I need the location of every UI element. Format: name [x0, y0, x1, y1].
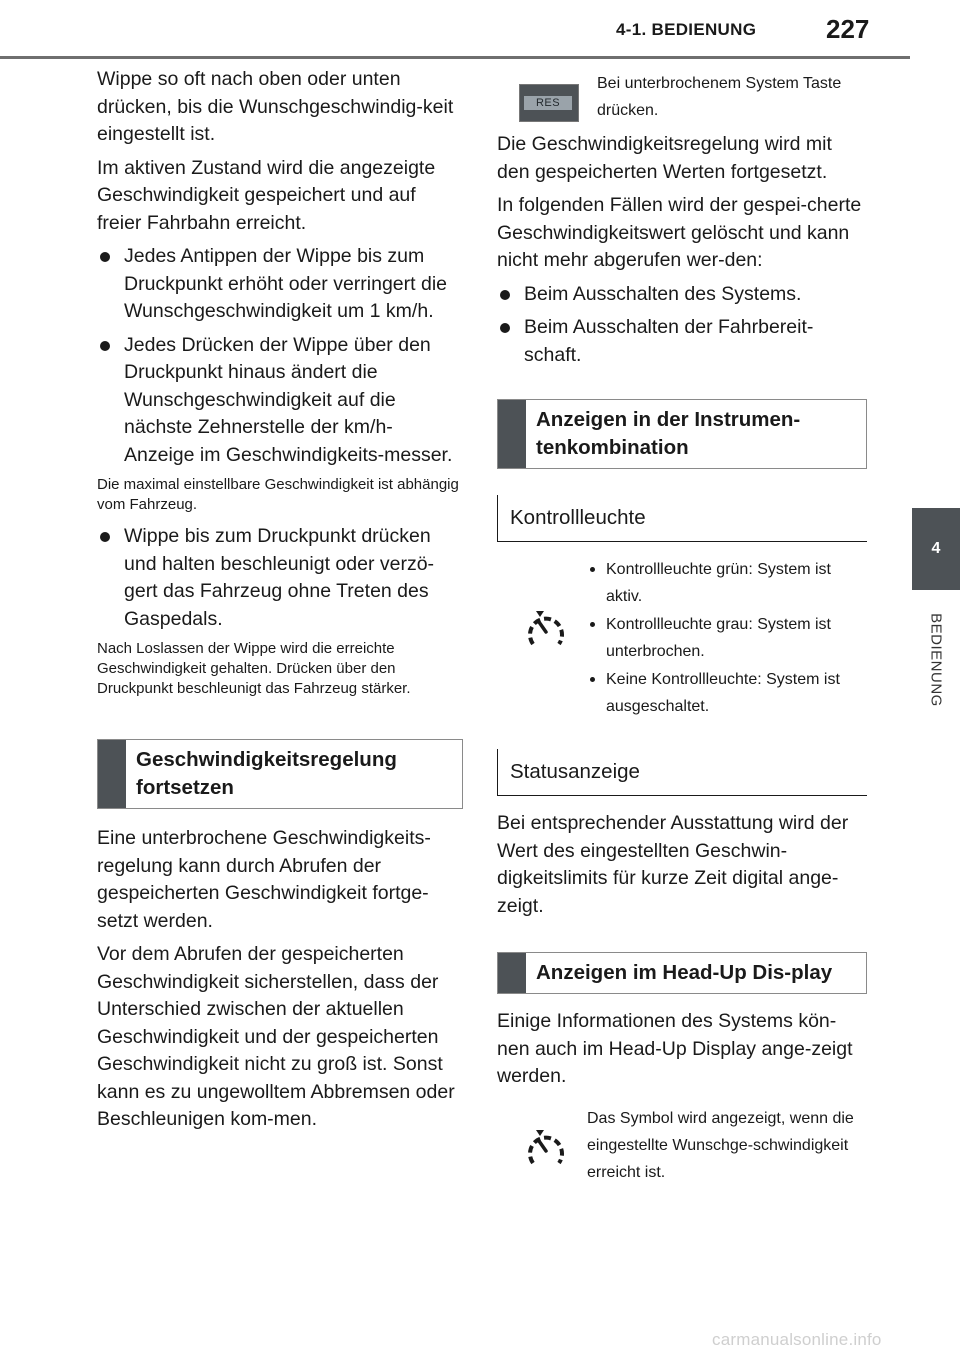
paragraph: Bei entsprechender Ausstattung wird der Wert des eingestellten Geschwin-digkeitslimits für kurze Zeit digital ange-zeigt.	[497, 812, 849, 917]
list-item: Jedes Drücken der Wippe über den Druckpunkt hinaus ändert die Wunschgeschwindigkeit auf die nächste Zehnerstelle der km/h-Anzeige im Geschwindigkeits-messer.	[97, 332, 463, 470]
speedometer-icon	[525, 608, 567, 652]
section-title: 4-1. BEDIENUNG	[616, 20, 757, 39]
note: Die maximal einstellbare Geschwindigkeit ist abhängig vom Fahrzeug.	[97, 476, 459, 513]
section-heading: Anzeigen im Head-Up Dis-play	[497, 952, 867, 994]
paragraph: Wippe so oft nach oben oder unten drücken, bis die Wunschgeschwindig-keit eingestellt ist.	[97, 68, 454, 145]
section-heading: Geschwindigkeitsregelung fortsetzen	[97, 739, 463, 809]
right-column	[497, 131, 867, 1186]
list-item: Kontrollleuchte grau: System ist unterbrochen.	[587, 611, 867, 665]
note: Nach Loslassen der Wippe wird die erreichte Geschwindigkeit gehalten. Drücken über den Druckpunkt beschleunigt das Fahrzeug stärker.	[97, 640, 411, 697]
paragraph: Die Geschwindigkeitsregelung wird mit den gespeicherten Werten fortgesetzt.	[497, 133, 832, 183]
indicator-list	[587, 556, 867, 720]
list-item: Kontrollleuchte grün: System ist aktiv.	[587, 556, 867, 610]
list-item: Keine Kontrollleuchte: System ist ausgeschaltet.	[587, 666, 867, 720]
subheading: Kontrollleuchte	[497, 495, 867, 542]
page-number: 227	[826, 14, 870, 44]
list-item: Beim Ausschalten der Fahrbereit-schaft.	[497, 314, 867, 369]
bullet-icon	[500, 323, 510, 333]
bullet-list	[497, 281, 867, 370]
res-instruction: Bei unterbrochenem System Taste drücken.	[597, 75, 842, 119]
res-button-icon: RES	[519, 84, 579, 122]
bullet-icon	[500, 290, 510, 300]
paragraph: In folgenden Fällen wird der gespei-cherte Geschwindigkeitswert gelöscht und kann nicht mehr abgerufen wer-den:	[497, 194, 862, 271]
bullet-list	[97, 523, 463, 633]
indicator-row	[497, 556, 867, 721]
left-column	[97, 66, 463, 1140]
hud-row	[497, 1105, 867, 1186]
bullet-list	[97, 243, 463, 469]
paragraph: Einige Informationen des Systems kön-nen auch im Head-Up Display ange-zeigt werden.	[497, 1010, 853, 1087]
paragraph: Eine unterbrochene Geschwindigkeits-regelung kann durch Abrufen der gespeicherten Geschwindigkeit fortge-setzt werden.	[97, 827, 431, 932]
speedometer-icon	[525, 1127, 567, 1171]
bullet-icon	[100, 532, 110, 542]
list-item: Wippe bis zum Druckpunkt drücken und halten beschleunigt oder verzö-gert das Fahrzeug ohne Treten des Gaspedals.	[97, 523, 463, 633]
list-item: Jedes Antippen der Wippe bis zum Druckpunkt erhöht oder verringert die Wunschgeschwindigkeit um 1 km/h.	[97, 243, 463, 326]
bullet-icon	[100, 252, 110, 262]
chapter-label: BEDIENUNG	[927, 613, 945, 707]
header-rule	[0, 56, 910, 59]
hud-description: Das Symbol wird angezeigt, wenn die eingestellte Wunschge-schwindigkeit erreicht ist.	[587, 1109, 854, 1181]
paragraph: Im aktiven Zustand wird die angezeigte Geschwindigkeit gespeichert und auf freier Fahrbahn erreicht.	[97, 156, 436, 234]
paragraph: Vor dem Abrufen der gespeicherten Geschwindigkeit sicherstellen, dass der Unterschied zwischen der aktuellen Geschwindigkeit und der gespeicherten Geschwindigkeit nicht zu groß ist. Sonst kann es zu ungewolltem Abbremsen oder Beschleunigen kom-men.	[97, 943, 455, 1130]
section-heading: Anzeigen in der Instrumen-tenkombination	[497, 399, 867, 469]
chapter-tab: 4	[912, 508, 960, 590]
bullet-icon	[100, 341, 110, 351]
list-item: Beim Ausschalten des Systems.	[497, 281, 867, 309]
watermark: carmanualsonline.info	[712, 1330, 882, 1349]
subheading: Statusanzeige	[497, 749, 867, 796]
